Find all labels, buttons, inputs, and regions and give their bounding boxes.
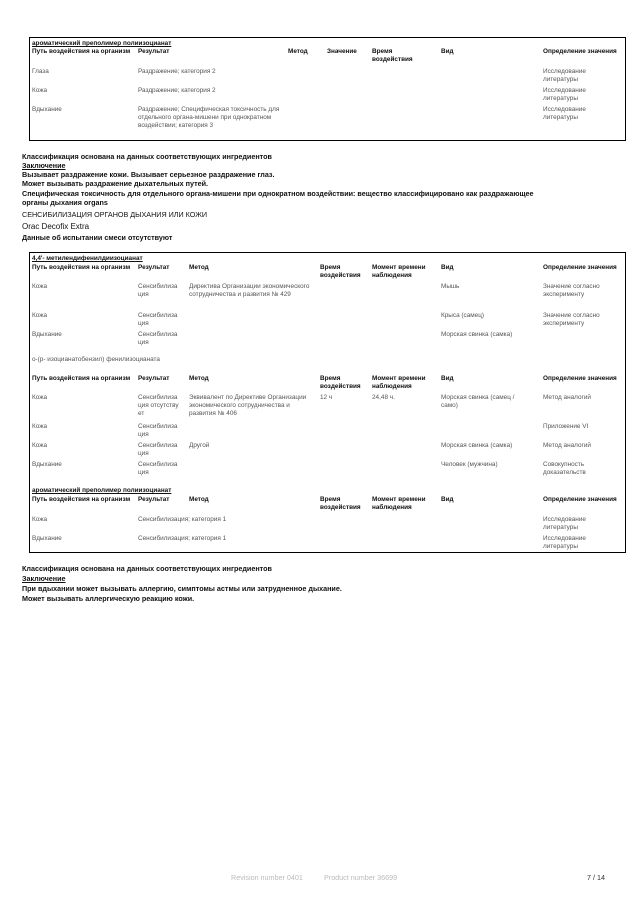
col-method: Метод <box>288 48 308 55</box>
page-number: 7 / 14 <box>587 873 605 882</box>
classification-note: Классификация основана на данных соответствующих ингредиентов <box>22 152 272 161</box>
product-number: Product number 36699 <box>324 873 398 882</box>
substance-subtitle: о-(р- изоцианатобензил) фенилизоцианата <box>32 356 160 363</box>
substance-title: 4,4'- метилендифенилдиизоцианат <box>32 255 143 262</box>
table-row: Кожа Сенсибилизация Другой Морская свинка (самка) Метод аналогий <box>32 442 591 457</box>
revision-number: Revision number 0401 <box>231 873 303 882</box>
col-species: Вид <box>441 48 454 55</box>
table-row: Кожа Сенсибилизация Крыса (самец) Значение согласно эксперименту <box>32 312 600 327</box>
col-definition: Определение значения <box>543 48 617 55</box>
substance-title: ароматический преполимер полиизоцианат <box>32 40 172 47</box>
table-row: Кожа Сенсибилизация; категория 1 Исследование литературы <box>32 516 586 531</box>
table-header: Путь воздействия на организм Результат Метод Время воздействия Момент времени наблюдения Вид Определение значения <box>32 375 617 390</box>
table-row: Кожа Раздражение; категория 2 Исследование литературы <box>32 87 586 102</box>
col-result: Результат <box>138 48 170 55</box>
table-row: Вдыхание Сенсибилизация Человек (мужчина) Совокупность доказательств <box>32 461 586 476</box>
table-header <box>32 48 622 66</box>
table-row: Кожа Сенсибилизация Директива Организации экономического сотрудничества и развития № 429 Мышь Значение согласно эксперименту <box>32 283 600 298</box>
conclusion-line: Вызывает раздражение кожи. Вызывает серьезное раздражение глаз. <box>22 170 275 179</box>
table-row: Вдыхание Раздражение; Специфическая токсичность для отдельного органа-мишени при однократном воздействии; категория 3 Исследование литературы <box>32 106 586 129</box>
product-name: Orac Decofix Extra <box>22 222 90 231</box>
col-value: Значение <box>327 48 357 55</box>
section-title: СЕНСИБИЛИЗАЦИЯ ОРГАНОВ ДЫХАНИЯ ИЛИ КОЖИ <box>22 210 208 219</box>
conclusion-label: Заключение <box>22 161 66 170</box>
conclusion-line: При вдыхании может вызывать аллергию, симптомы астмы или затрудненное дыхание. <box>22 584 342 593</box>
conclusion-line: органы дыхания organs <box>22 198 108 207</box>
table-row: Кожа Сенсибилизация Приложение VI <box>32 423 589 438</box>
substance-title: ароматический преполимер полиизоцианат <box>32 487 172 494</box>
table-row: Кожа Сенсибилизация отсутствует Эквивалент по Директиве Организации экономического сотрудничества и развития № 406 12 ч 24,48 ч. Морская свинка (самец / само) Метод аналогий <box>32 394 591 417</box>
conclusion-label: Заключение <box>22 574 66 583</box>
no-data-note: Данные об испытании смеси отсутствуют <box>22 233 173 242</box>
table-header: Путь воздействия на организм Результат Метод Время воздействия Момент времени наблюдения Вид Определение значения <box>32 496 617 511</box>
table-header: Путь воздействия на организм Результат Метод Время воздействия Момент времени наблюдения Вид Определение значения <box>32 264 617 279</box>
col-route: Путь воздействия на организм <box>32 48 131 55</box>
table-row: Глаза Раздражение; категория 2 Исследование литературы <box>32 68 586 83</box>
col-exposure-time: Время воздействия <box>372 48 413 63</box>
table-row: Вдыхание Сенсибилизация Морская свинка (самка) <box>32 331 513 346</box>
conclusion-line: Специфическая токсичность для отдельного органа-мишени при однократном воздействии: вещество классифицировано как раздражающее <box>22 189 534 198</box>
table-row: Вдыхание Сенсибилизация; категория 1 Исследование литературы <box>32 535 586 550</box>
conclusion-line: Может вызывать раздражение дыхательных путей. <box>22 179 209 188</box>
conclusion-line: Может вызывать аллергическую реакцию кожи. <box>22 594 195 603</box>
classification-note: Классификация основана на данных соответствующих ингредиентов <box>22 564 272 573</box>
